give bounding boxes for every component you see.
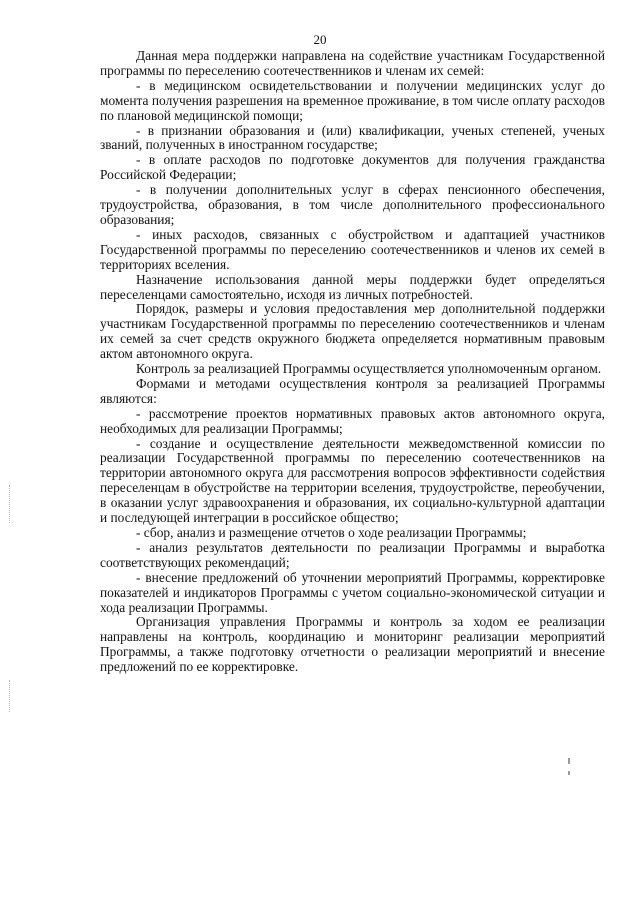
page-number: 20 <box>313 32 327 47</box>
scan-margin-mark <box>9 680 11 712</box>
paragraph-procedure: Порядок, размеры и условия предоставления мер дополнительной поддержки участникам Государственной программы по переселению соотечественников и членам их семей за счет средств окружного бюджета определяется нормативным правовым актом автономного округа. <box>100 301 605 362</box>
paragraph-draft-acts-review: - рассмотрение проектов нормативных правовых актов автономного округа, необходимых для реализации Программы; <box>100 405 605 436</box>
paragraph-results-analysis: - анализ результатов деятельности по реализации Программы и выработка соответствующих рекомендаций; <box>100 539 605 570</box>
document-body <box>100 49 605 675</box>
paragraph-interagency-commission: - создание и осуществление деятельности межведомственной комиссии по реализации Государственной программы по переселению соотечественников на территории автономного округа для рассмотрения вопросов эффективности содействия переселенцам в обустройстве на территории вселения, трудоустройстве, переобучении, в оказании услуг здравоохранения и образования, их социально-культурной адаптации и последующей интеграции в российское общество; <box>100 435 605 526</box>
scan-speck <box>568 771 570 775</box>
paragraph-medical-examination: - в медицинском освидетельствовании и получении медицинских услуг до момента получения разрешения на временное проживание, в том числе оплату расходов по плановой медицинской помощи; <box>100 77 605 123</box>
scan-speck <box>568 758 570 764</box>
paragraph-control-forms-intro: Формами и методами осуществления контроля за реализацией Программы являются: <box>100 375 605 406</box>
paragraph-support-measure-intro: Данная мера поддержки направлена на содействие участникам Государственной программы по переселению соотечественников и членам их семей: <box>100 48 605 78</box>
paragraph-proposals: - внесение предложений об уточнении мероприятий Программы, корректировке показателей и индикаторов Программы с учетом социально-экономической ситуации и хода реализации Программы. <box>100 569 605 615</box>
paragraph-education-recognition: - в признании образования и (или) квалификации, ученых степеней, ученых званий, полученных в иностранном государстве; <box>100 122 605 153</box>
paragraph-reports-collection: - сбор, анализ и размещение отчетов о ходе реализации Программы; <box>136 525 527 540</box>
paragraph-usage-purpose: Назначение использования данной меры поддержки будет определяться переселенцами самостоятельно, исходя из личных потребностей. <box>100 271 605 302</box>
scan-margin-mark <box>9 485 11 523</box>
paragraph-other-expenses: - иных расходов, связанных с обустройством и адаптацией участников Государственной программы по переселению соотечественников и членов их семей в территориях вселения. <box>100 226 605 272</box>
paragraph-program-management: Организация управления Программы и контроль за ходом ее реализации направлены на контроль, координацию и мониторинг реализации мероприятий Программы, а также подготовку отчетности о реализации мероприятий и внесение предложений по ее корректировке. <box>100 614 605 675</box>
paragraph-citizenship-documents: - в оплате расходов по подготовке документов для получения гражданства Российской Федерации; <box>100 152 605 183</box>
paragraph-control-body: Контроль за реализацией Программы осуществляется уполномоченным органом. <box>136 361 602 377</box>
paragraph-additional-services: - в получении дополнительных услуг в сферах пенсионного обеспечения, трудоустройства, образования, в том числе дополнительного профессионального образования; <box>100 182 605 227</box>
